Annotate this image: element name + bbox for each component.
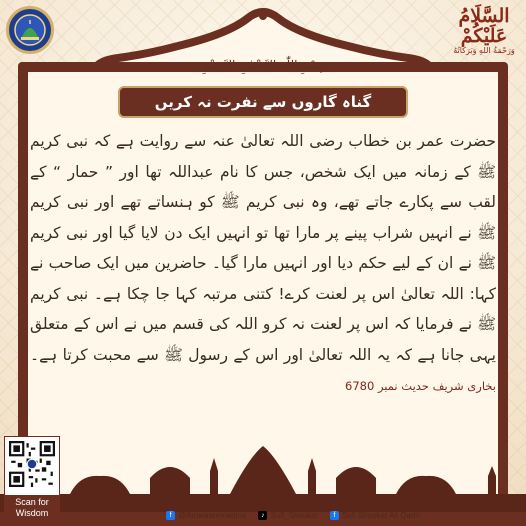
facebook-instagram-icon: f [166,511,175,520]
social-item-facebook[interactable] [330,511,420,520]
page-title: گناہ گاروں سے نفرت نہ کریں [154,93,372,111]
salam-main-text: السَّلَامُ عَلَيْكُمْ [458,5,510,47]
qr-label: Scan for Wisdom [5,495,59,521]
social-handle: Sufi Shoukat Ali Qadri [341,510,420,520]
tiktok-icon: ♪ [258,511,267,520]
qr-code-icon[interactable] [9,441,55,487]
social-item-amwaaremadina[interactable] [166,511,246,520]
hadith-text [30,126,496,402]
hadith-reference: بخاری شریف حدیث نمبر 6780 [345,379,496,393]
bismillah: بِسْمِ اللّٰهِ الرَّحْمٰنِ الرَّحِيْمِ [202,58,324,72]
facebook-icon: f [330,511,339,520]
social-item-tiktok[interactable] [258,511,318,520]
social-handle: Sufi_Shoukat [270,510,318,520]
social-footer [60,506,526,524]
salam-greeting [448,6,520,55]
logo [6,6,54,54]
dome-icon [13,13,47,47]
title-banner [118,86,408,118]
qr-panel[interactable] [4,436,60,522]
social-handle: @Amwaaremadina [178,510,247,520]
hadith-body: حضرت عمر بن خطاب رضی اللہ تعالیٰ عنہ سے روایت ہے کہ نبی کریم ﷺ کے زمانہ میں ایک شخص، جس کا نام عبداللہ تھا اور ” حمار “ کے لقب سے پکارے جاتے تھے، وہ نبی کریم ﷺ کو ہنساتے تھے اور نبی کریم ﷺ نے انہیں شراب پینے پر مارا تھا تو انہیں ایک دن لایا گیا اور نبی کریم ﷺ نے ان کے لیے حکم دیا اور انہیں مارا گیا۔ حاضرین میں ایک صاحب نے کہا: اللہ تعالیٰ اس پر لعنت کرے! کتنی مرتبہ کہا جا چکا ہے۔ نبی کریم ﷺ نے فرمایا کہ اس پر لعنت نہ کرو اللہ کی قسم میں نے اس کے متعلق یہی جانا ہے کہ یہ اللہ تعالیٰ اور اس کے رسول ﷺ سے محبت کرتا ہے۔ [30,132,496,364]
salam-sub-text: وَرَحْمَةُ اللهِ وَبَرَكَاتُهُ [453,46,515,55]
